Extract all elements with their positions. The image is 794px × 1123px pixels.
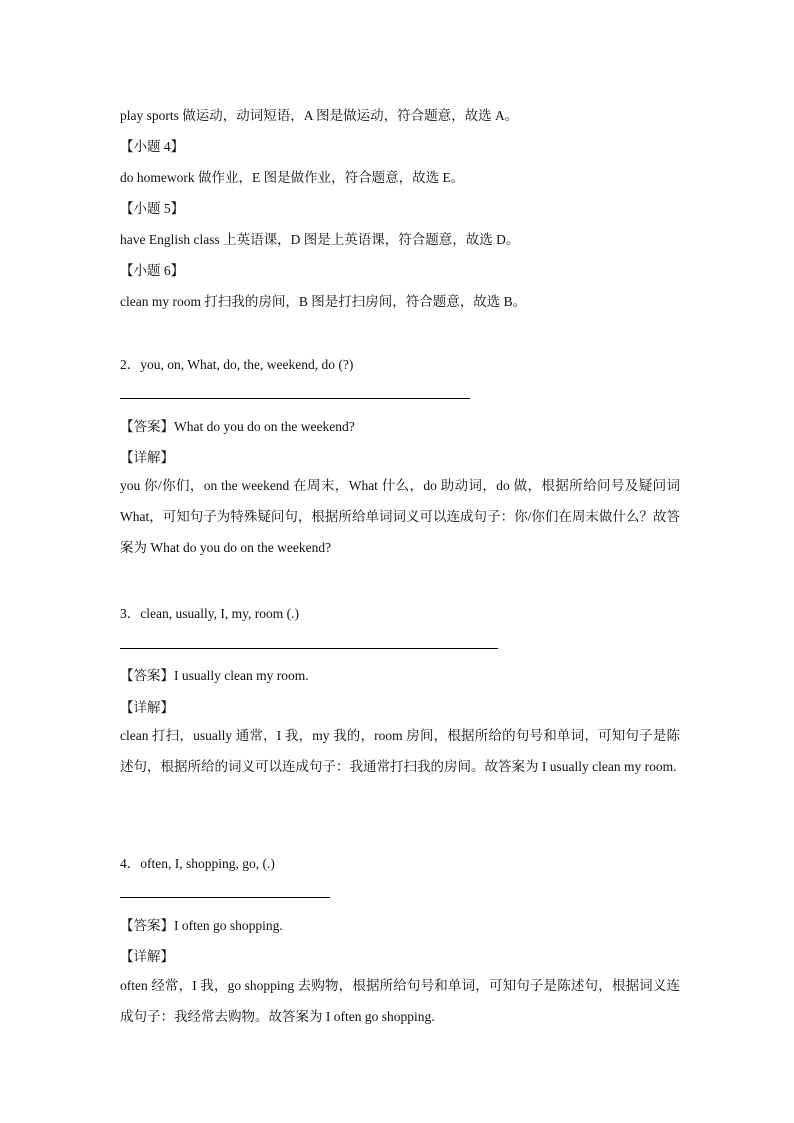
- q2-detail-label: 【详解】: [120, 450, 174, 465]
- q3-answer-blank: [120, 648, 498, 649]
- q2-answer: 【答案】What do you do on the weekend?: [120, 419, 355, 434]
- q1-subquestion-6-explanation: clean my room 打扫我的房间，B 图是打扫房间，符合题意，故选 B。: [120, 294, 527, 309]
- q3-detail-label: 【详解】: [120, 700, 174, 715]
- q1-subquestion-6-label: 【小题 6】: [120, 263, 185, 278]
- q2-prompt: 2．you, on, What, do, the, weekend, do (?): [120, 357, 354, 372]
- q4-prompt: 4．often, I, shopping, go, (.): [120, 856, 275, 871]
- q3-detail: clean 打扫，usually 通常，I 我，my 我的，room 房间，根据所给的句号和单词，可知句子是陈述句，根据所给的词义可以连成句子：我通常打扫我的房间。故答案为 I usually clean my room.: [120, 728, 680, 774]
- q4-answer: 【答案】I often go shopping.: [120, 918, 283, 933]
- q2-detail: you 你/你们，on the weekend 在周末，What 什么，do 助动词，do 做，根据所给问号及疑问词 What，可知句子为特殊疑问句，根据所给单词词义可以连成句子：你/你们在周末做什么？故答案为 What do you do on the weekend?: [120, 478, 680, 555]
- q3-prompt: 3．clean, usually, I, my, room (.): [120, 606, 299, 621]
- q1-subquestion-5-label: 【小题 5】: [120, 201, 185, 216]
- q1-subquestion-3-explanation: play sports 做运动，动词短语，A 图是做运动，符合题意，故选 A。: [120, 108, 519, 123]
- q4-answer-blank: [120, 897, 330, 898]
- q2-answer-blank: [120, 398, 470, 399]
- q4-detail-label: 【详解】: [120, 949, 174, 964]
- q1-subquestion-4-label: 【小题 4】: [120, 139, 185, 154]
- q4-detail: often 经常，I 我，go shopping 去购物，根据所给句号和单词，可知句子是陈述句，根据词义连成句子：我经常去购物。故答案为 I often go shopping.: [120, 978, 680, 1024]
- q1-subquestion-5-explanation: have English class 上英语课，D 图是上英语课，符合题意，故选 D。: [120, 232, 520, 247]
- q1-subquestion-4-explanation: do homework 做作业，E 图是做作业，符合题意，故选 E。: [120, 170, 465, 185]
- q3-answer: 【答案】I usually clean my room.: [120, 668, 309, 683]
